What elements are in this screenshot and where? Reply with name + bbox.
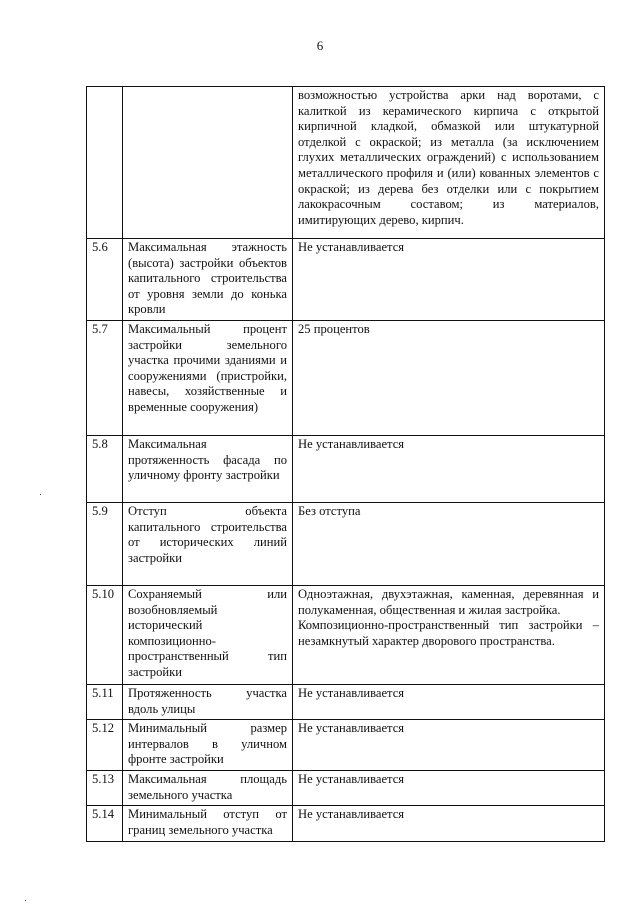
value-paragraph: Не устанавливается [298,807,405,822]
parameter-name: Максимальная протяженность фасада по уличному фронту застройки [123,436,293,503]
table-row [87,436,605,503]
table-row [87,685,605,720]
row-number: 5.10 [87,586,123,685]
row-number: 5.6 [87,239,123,321]
row-number: 5.11 [87,685,123,720]
value-paragraph: Без отступа [298,504,361,518]
table-row [87,720,605,771]
scan-artifact [25,900,26,901]
value-paragraph: Не устанавливается [298,772,405,787]
value-paragraph: Не устанавливается [298,721,405,736]
page-number: 6 [316,38,324,53]
parameter-value [293,685,605,720]
table-row [87,321,605,436]
parameter-value [293,436,605,503]
parameter-name: Минимальный размер интервалов в уличном фронте застройки [123,720,293,771]
value-paragraph: 25 процентов [298,322,370,336]
parameter-value [293,503,605,586]
value-paragraph: Не устанавливается [298,437,405,451]
value-paragraph: Не устанавливается [298,240,405,254]
scan-artifact [40,494,41,495]
parameter-name: Максимальный процент застройки земельного участка прочими зданиями и сооружениями (пристройки, навесы, хозяйственные и временные сооружения) [123,321,293,436]
row-number: 5.7 [87,321,123,436]
parameter-name: Протяженность участка вдоль улицы [123,685,293,720]
parameter-value [293,771,605,806]
value-paragraph: Композиционно-пространственный тип застройки – незамкнутый характер дворового пространства. [298,618,599,648]
parameter-name: Отступ объекта капитального строительства от исторических линий застройки [123,503,293,586]
parameter-name: Максимальная площадь земельного участка [123,771,293,806]
table-row [87,87,605,239]
table-row [87,586,605,685]
parameter-value [293,586,605,685]
parameter-value [293,87,605,239]
regulations-table [86,86,605,842]
parameter-name [123,87,293,239]
parameter-value [293,321,605,436]
value-paragraph: Не устанавливается [298,686,405,700]
parameter-name: Максимальная этажность (высота) застройки объектов капитального строительства от уровня земли до конька кровли [123,239,293,321]
table-row [87,806,605,841]
table-row [87,239,605,321]
parameter-value [293,720,605,771]
value-paragraph: возможностью устройства арки над воротами, с калиткой из керамического кирпича с открытой кирпичной кладкой, обмазкой или штукатурной отделкой с окраской; из металла (за исключением глухих металлических ограждений) с использованием металлического профиля и (или) кованных элементов с окраской; из дерева без отделки или с покрытием лакокрасочным составом; из материалов, имитирующих дерево, кирпич. [298,88,599,227]
row-number: 5.13 [87,771,123,806]
value-paragraph: Одноэтажная, двухэтажная, каменная, деревянная и полукаменная, общественная и жилая застройка. [298,587,599,617]
table-row [87,771,605,806]
parameter-value [293,806,605,841]
row-number: 5.14 [87,806,123,841]
row-number: 5.12 [87,720,123,771]
parameter-value [293,239,605,321]
row-number [87,87,123,239]
parameter-name: Минимальный отступ от границ земельного участка [123,806,293,841]
table-row [87,503,605,586]
row-number: 5.8 [87,436,123,503]
row-number: 5.9 [87,503,123,586]
parameter-name: Сохраняемый или возобновляемый исторический композиционно-пространственный тип застройки [123,586,293,685]
